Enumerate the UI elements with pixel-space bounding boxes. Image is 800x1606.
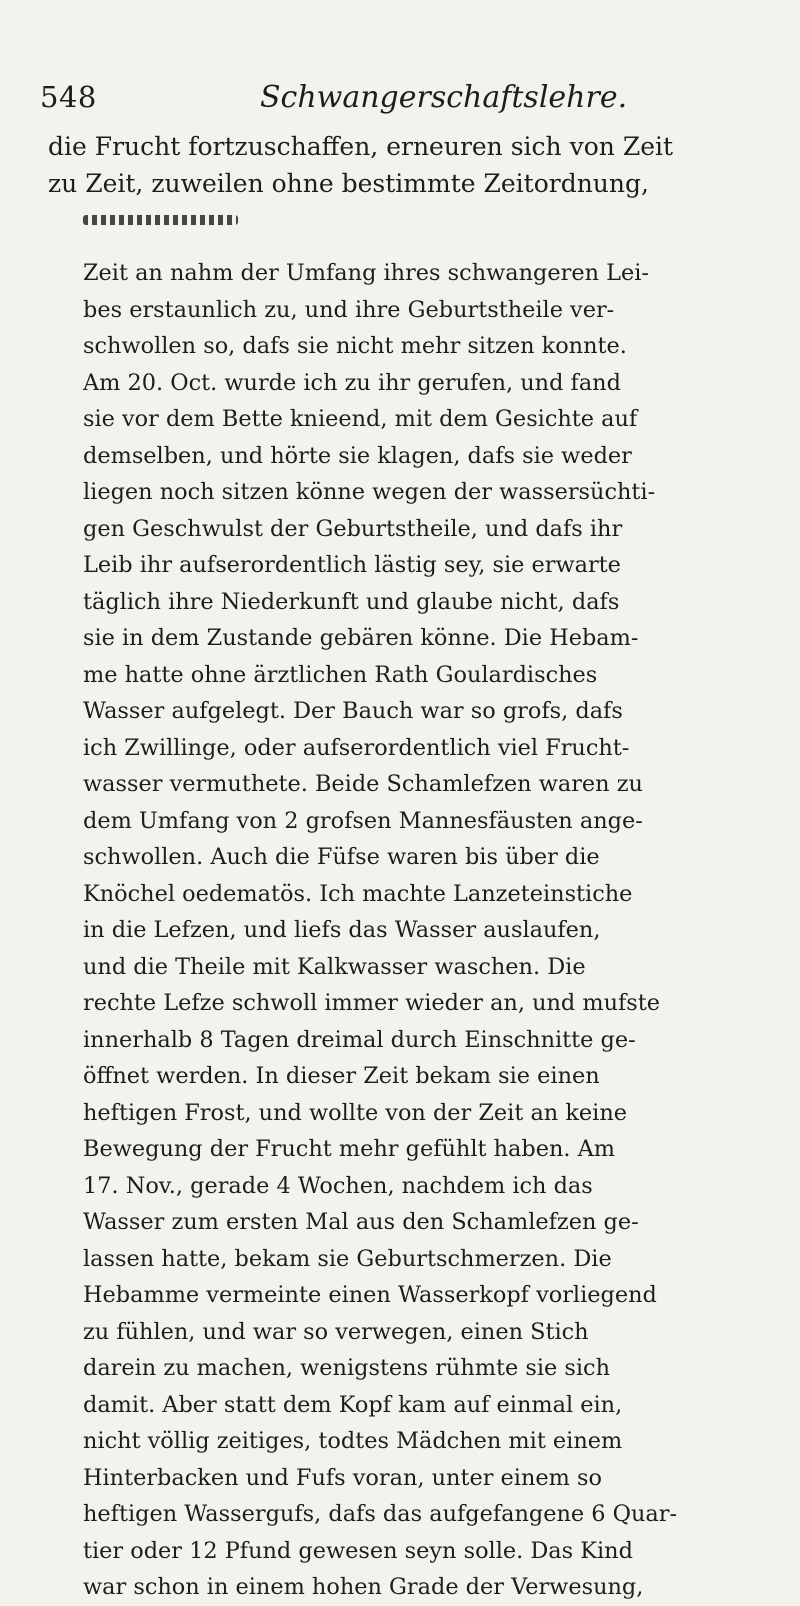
text-line: tier oder 12 Pfund gewesen seyn solle. Das Kind [83,1537,633,1564]
text-line: dem Umfang von 2 grofsen Mannesfäusten ange- [83,807,643,834]
text-line: Am 20. Oct. wurde ich zu ihr gerufen, und fand [83,369,621,396]
text-line: innerhalb 8 Tagen dreimal durch Einschnitte ge- [83,1026,636,1053]
text-line: sie in dem Zustande gebären könne. Die Hebam- [83,625,639,651]
text-line: in die Lefzen, und liefs das Wasser auslaufen, [83,917,601,943]
running-title: Schwangerschaftslehre. [260,80,628,115]
text-line: liegen noch sitzen könne wegen der wassersüchti- [83,479,656,505]
text-line: damit. Aber statt dem Kopf kam auf einmal ein, [83,1391,623,1418]
text-line: zu Zeit, zuweilen ohne bestimmte Zeitordnung, [48,169,649,198]
text-line: darein zu machen, wenigstens rühmte sie sich [83,1355,610,1381]
ornamental-divider [83,215,238,225]
text-line: Wasser aufgelegt. Der Bauch war so grofs, dafs [83,698,623,724]
text-line: demselben, und hörte sie klagen, dafs sie weder [83,442,632,469]
text-line: schwollen so, dafs sie nicht mehr sitzen konnte. [83,333,627,359]
text-line: Knöchel oedematös. Ich machte Lanzeteinstiche [83,880,633,907]
text-line: me hatte ohne ärztlichen Rath Goulardisches [83,661,598,688]
text-line: täglich ihre Niederkunft und glaube nicht, dafs [83,588,620,615]
text-line: Wasser zum ersten Mal aus den Schamlefzen ge- [83,1209,639,1235]
body-paragraph [0,255,800,1606]
text-line: rechte Lefze schwoll immer wieder an, und mufste [83,990,661,1016]
text-line: Bewegung der Frucht mehr gefühlt haben. Am [83,1136,616,1162]
text-line: Zeit an nahm der Umfang ihres schwangeren Lei- [83,260,649,286]
text-line: schwollen. Auch die Füfse waren bis über die [83,844,600,870]
text-line: Leib ihr aufserordentlich lästig sey, sie erwarte [83,552,621,578]
text-line: heftigen Wassergufs, dafs das aufgefangene 6 Quar- [83,1501,678,1527]
text-line: 17. Nov., gerade 4 Wochen, nachdem ich das [83,1172,593,1199]
text-line: war schon in einem hohen Grade der Verwesung, [83,1574,644,1600]
text-line: sie vor dem Bette knieend, mit dem Gesichte auf [83,406,638,432]
text-line: ich Zwillinge, oder aufserordentlich viel Frucht- [83,734,630,761]
text-line: nicht völlig zeitiges, todtes Mädchen mit einem [83,1428,623,1454]
text-line: Hebamme vermeinte einen Wasserkopf vorliegend [83,1282,657,1308]
text-line: wasser vermuthete. Beide Schamlefzen waren zu [83,771,643,797]
text-line: Hinterbacken und Fufs voran, unter einem so [83,1464,602,1491]
text-line: gen Geschwulst der Geburtstheile, und dafs ihr [83,515,623,542]
text-line: lassen hatte, bekam sie Geburtschmerzen. Die [83,1245,612,1272]
page-header [40,80,760,130]
text-line: öffnet werden. In dieser Zeit bekam sie einen [83,1063,600,1089]
lead-paragraph [0,128,800,202]
page-number: 548 [40,80,97,114]
text-line: und die Theile mit Kalkwasser waschen. Die [83,953,586,980]
text-line: bes erstaunlich zu, und ihre Geburtstheile ver- [83,296,615,323]
text-line: heftigen Frost, und wollte von der Zeit an keine [83,1099,628,1126]
text-line: zu fühlen, und war so verwegen, einen Stich [83,1318,589,1345]
text-line: die Frucht fortzuschaffen, erneuren sich von Zeit [48,132,674,161]
